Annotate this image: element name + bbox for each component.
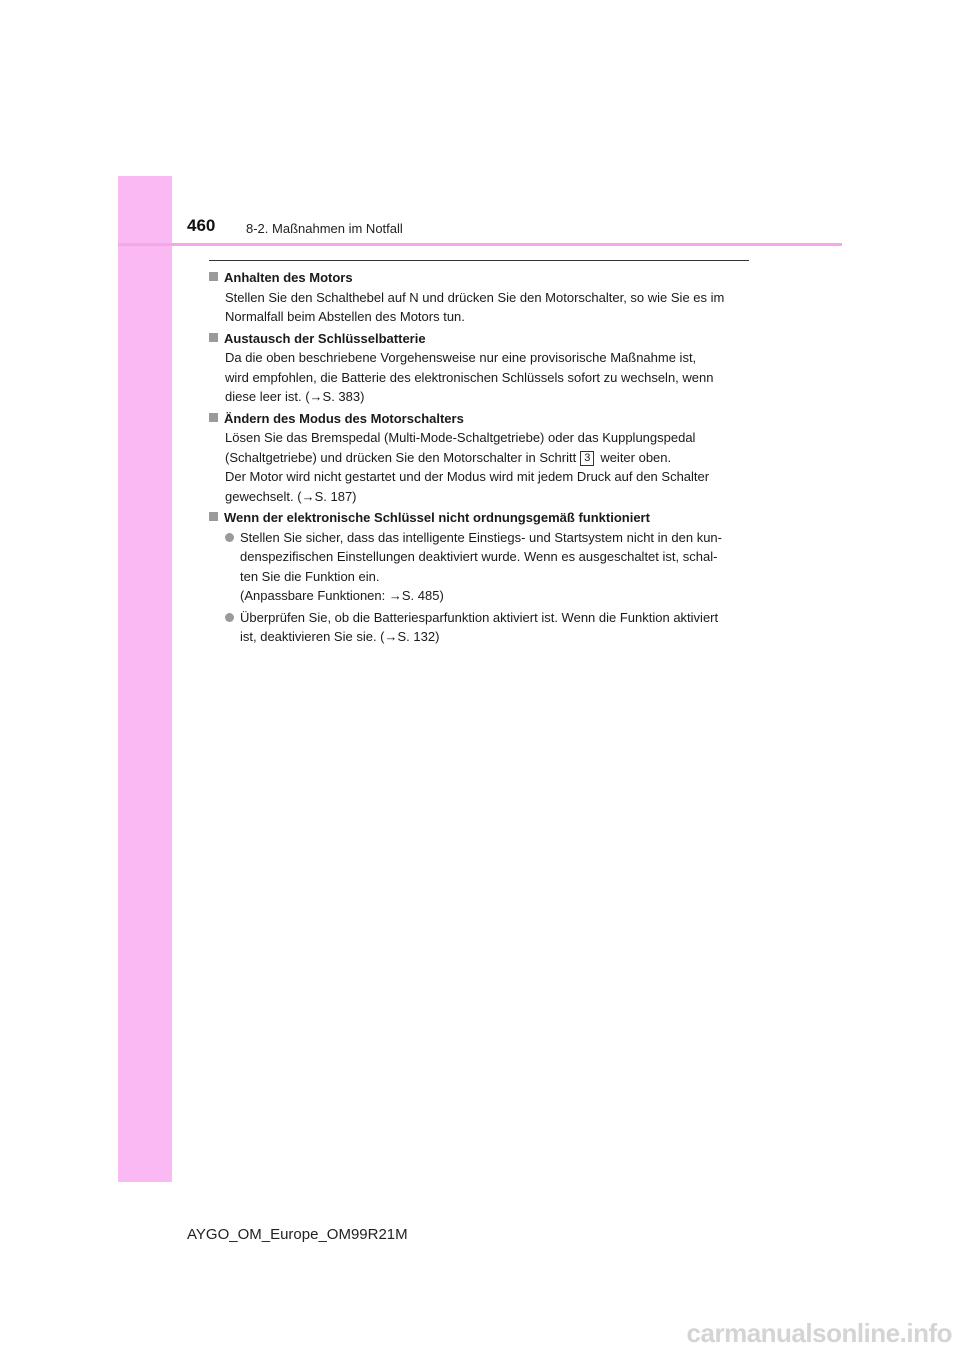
section-heading: Ändern des Modus des Motorschalters	[209, 409, 749, 429]
list-item: Stellen Sie sicher, dass das intelligente Einstiegs- und Startsystem nicht in den kun- denspezifischen Einstellungen deaktiviert wurde. Wenn es ausgeschaltet ist, schal- ten Sie die Funktion ein. (Anpassbare Funktionen: →S. 485)	[225, 528, 749, 606]
list-item: Überprüfen Sie, ob die Batteriesparfunktion aktiviert ist. Wenn die Funktion aktiviert ist, deaktivieren Sie sie. (→S. 132)	[225, 608, 749, 647]
round-bullet-icon	[225, 613, 234, 622]
section-heading: Anhalten des Motors	[209, 268, 749, 288]
round-bullet-icon	[225, 533, 234, 542]
page-number: 460	[187, 216, 216, 235]
section-paragraph: Lösen Sie das Bremspedal (Multi-Mode-Schaltgetriebe) oder das Kupplungspedal (Schaltgetriebe) und drücken Sie den Motorschalter in Schritt 3 weiter oben. Der Motor wird nicht gestartet und der Modus wird mit jedem Druck auf den Schalter gewechselt. (→S. 187)	[225, 430, 710, 504]
section-key-battery	[209, 329, 749, 407]
chapter-sidebar-bar	[118, 176, 172, 1182]
header-rule	[118, 243, 842, 246]
document-id: AYGO_OM_Europe_OM99R21M	[187, 1226, 408, 1243]
square-bullet-icon	[209, 512, 218, 521]
page-content	[209, 268, 749, 649]
square-bullet-icon	[209, 413, 218, 422]
section-heading: Austausch der Schlüsselbatterie	[209, 329, 749, 349]
section-engine-switch-mode	[209, 409, 749, 507]
content-top-rule	[209, 260, 749, 261]
section-key-malfunction	[209, 508, 749, 647]
section-engine-stop	[209, 268, 749, 327]
section-heading: Wenn der elektronische Schlüssel nicht ordnungsgemäß funktioniert	[209, 508, 749, 528]
section-title: 8-2. Maßnahmen im Notfall	[246, 221, 403, 236]
square-bullet-icon	[209, 333, 218, 342]
square-bullet-icon	[209, 272, 218, 281]
section-paragraph: Stellen Sie den Schalthebel auf N und drücken Sie den Motorschalter, so wie Sie es im Normalfall beim Abstellen des Motors tun.	[225, 289, 725, 324]
section-paragraph: Da die oben beschriebene Vorgehensweise nur eine provisorische Maßnahme ist, wird empfohlen, die Batterie des elektronischen Schlüssels sofort zu wechseln, wenn diese leer ist. (→S. 383)	[225, 350, 714, 404]
watermark: carmanualsonline.info	[686, 1318, 952, 1348]
step-number-badge: 3	[580, 451, 594, 466]
